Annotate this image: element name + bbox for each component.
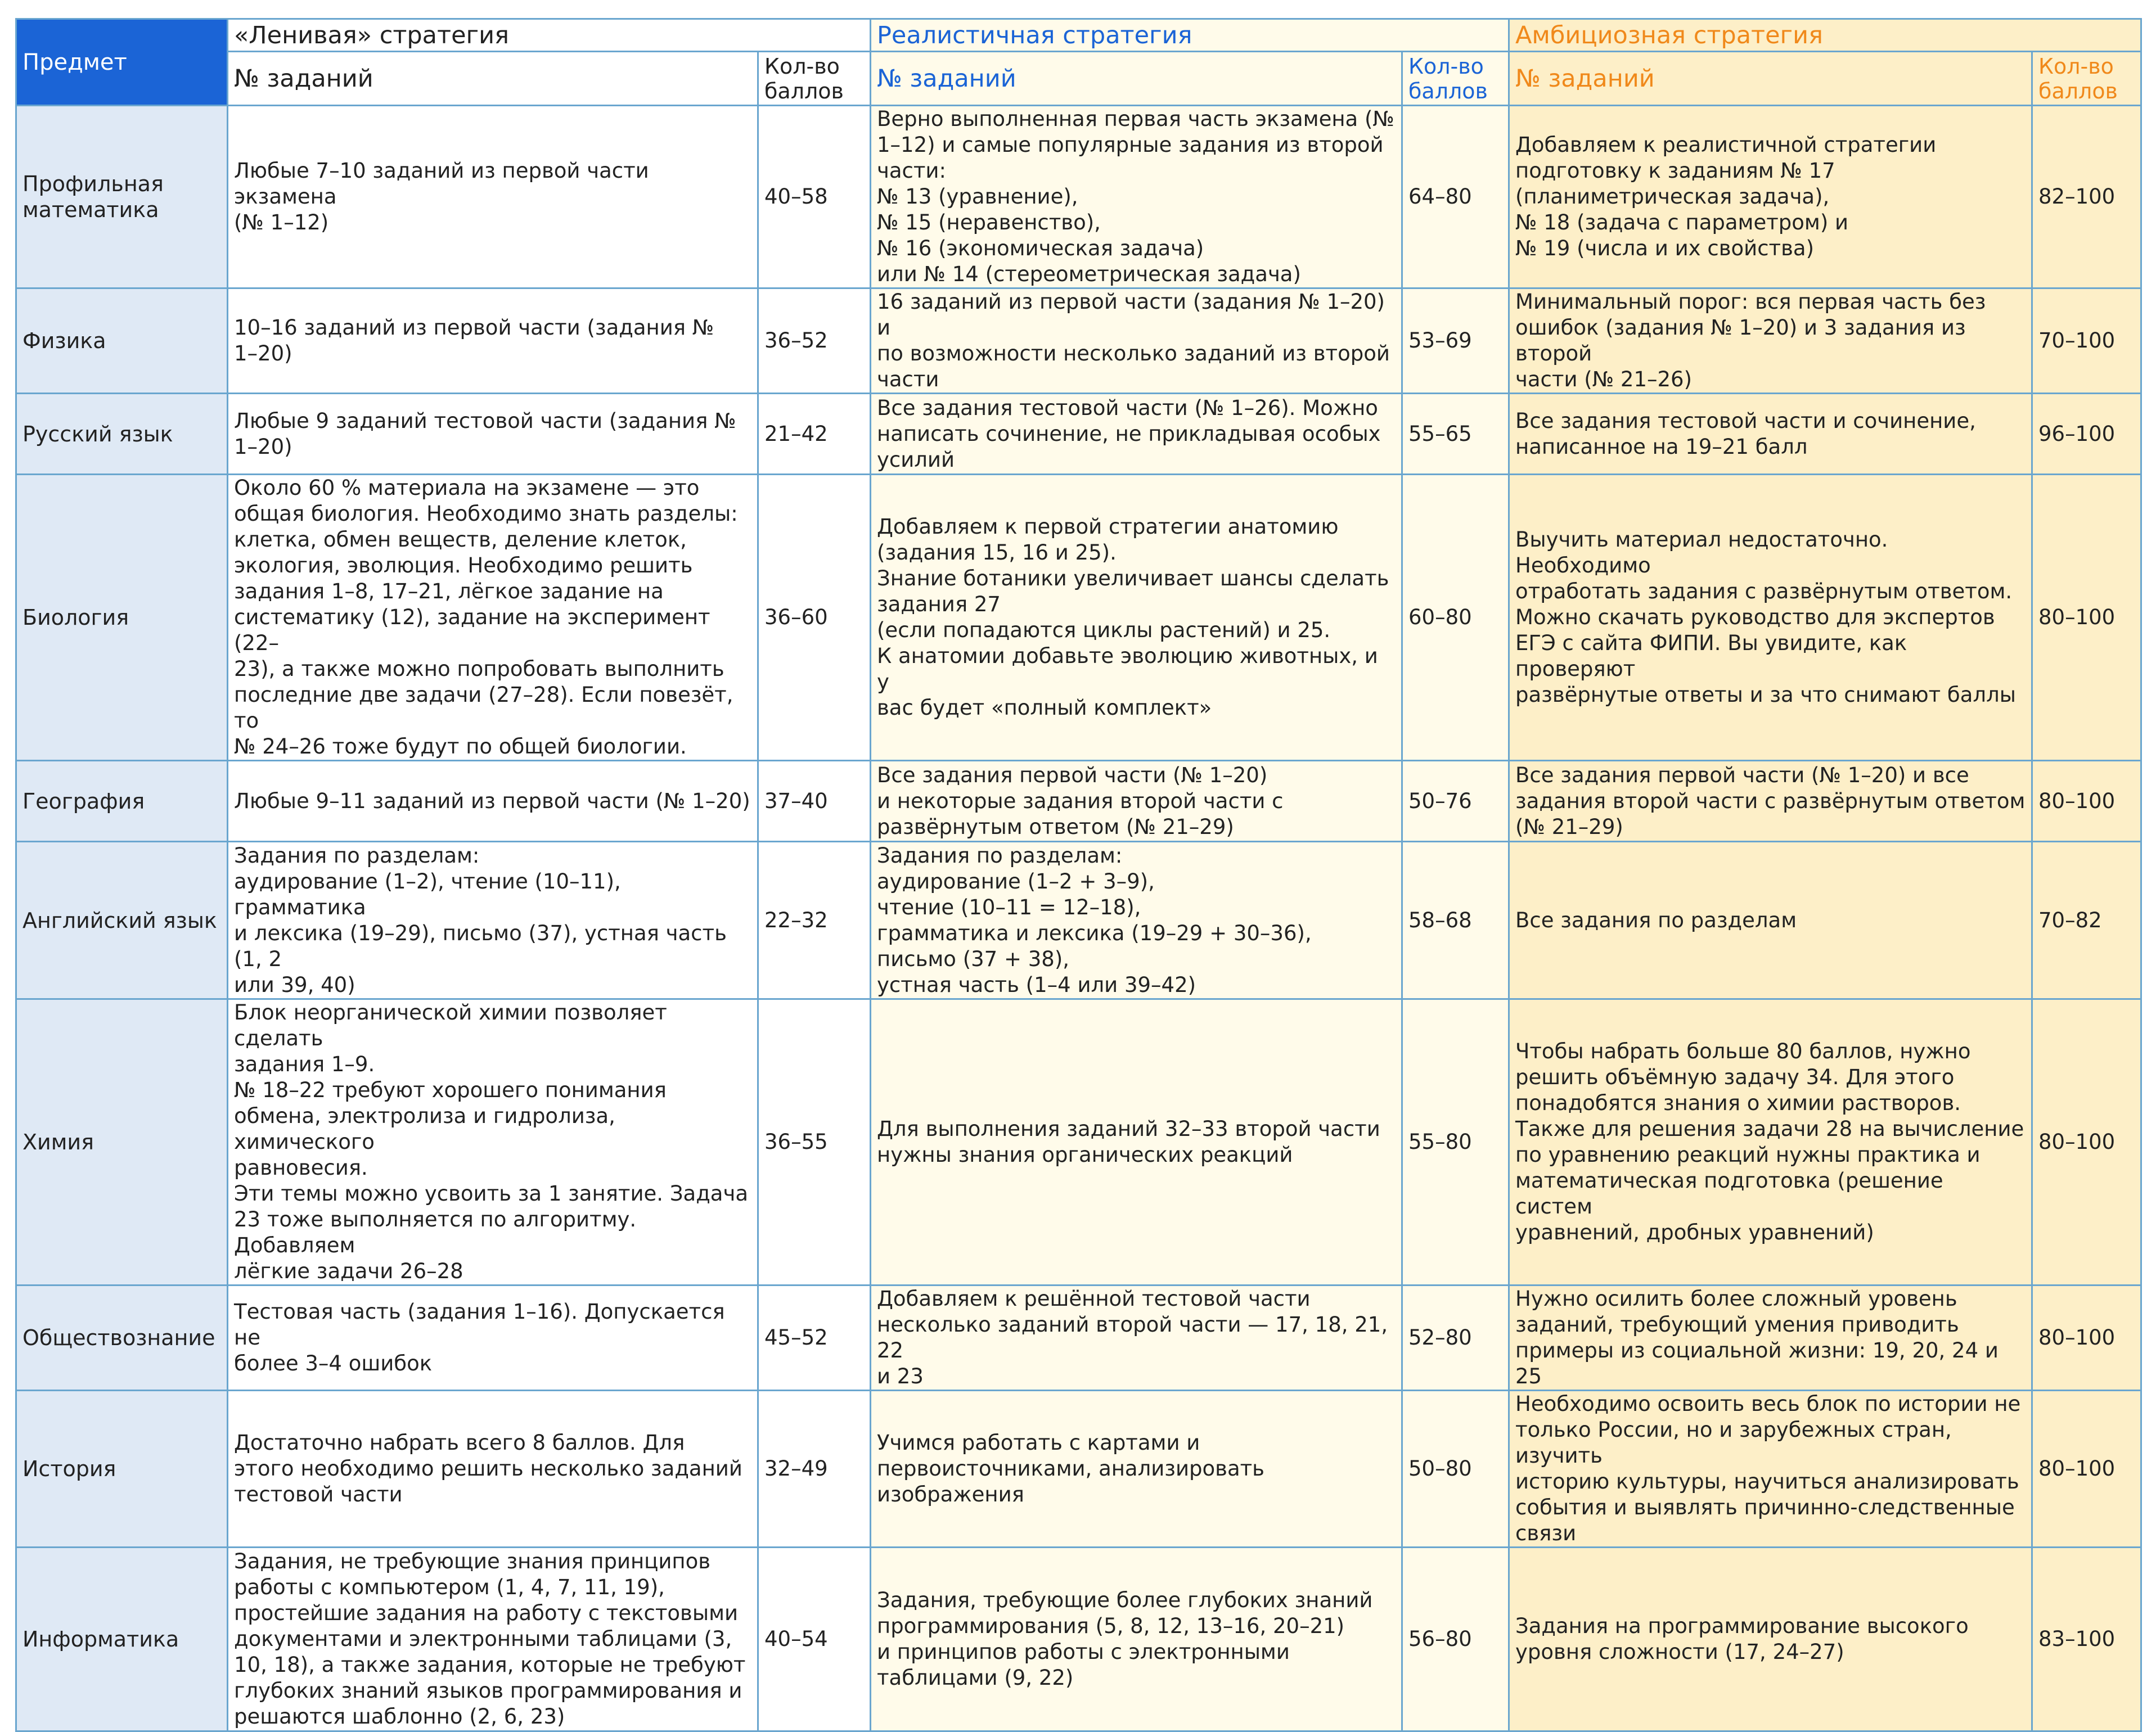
ambitious-points-cell: 80–100: [2032, 1286, 2141, 1391]
ambitious-strategy-header: Амбициозная стратегия: [1509, 19, 2141, 52]
subject-cell: Обществознание: [16, 1286, 228, 1391]
subject-cell: Химия: [16, 999, 228, 1286]
ambitious-points-cell: 96–100: [2032, 394, 2141, 475]
realistic-tasks-cell: Верно выполненная первая часть экзамена (№ 1–12) и самые популярные задания из второй части: № 13 (уравнение), № 15 (неравенство), № 16 (экономическая задача) или № 14 (стереометрическая задача): [871, 106, 1402, 288]
table-row: [16, 999, 2141, 1286]
ambitious-tasks-cell: Все задания тестовой части и сочинение, написанное на 19–21 балл: [1509, 394, 2032, 475]
lazy-points-cell: 36–52: [758, 288, 871, 394]
lazy-points-cell: 32–49: [758, 1391, 871, 1548]
lazy-tasks-cell: Достаточно набрать всего 8 баллов. Для этого необходимо решить несколько заданий тестовой части: [228, 1391, 758, 1548]
table-row: [16, 761, 2141, 842]
ambitious-tasks-cell: Необходимо освоить весь блок по истории не только России, но и зарубежных стран, изучить историю культуры, научиться анализировать события и выявлять причинно-следственные связи: [1509, 1391, 2032, 1548]
table-row: [16, 1286, 2141, 1391]
realistic-tasks-cell: Задания, требующие более глубоких знаний программирования (5, 8, 12, 13–16, 20–21) и принципов работы с электронными таблицами (9, 22): [871, 1548, 1402, 1731]
table-row: [16, 1391, 2141, 1548]
ambitious-tasks-cell: Все задания первой части (№ 1–20) и все задания второй части с развёрнутым ответом (№ 21–29): [1509, 761, 2032, 842]
subject-cell: Русский язык: [16, 394, 228, 475]
lazy-points-cell: 21–42: [758, 394, 871, 475]
subject-header: Предмет: [16, 19, 228, 106]
realistic-tasks-cell: Учимся работать с картами и первоисточниками, анализировать изображения: [871, 1391, 1402, 1548]
lazy-points-cell: 36–55: [758, 999, 871, 1286]
subject-cell: Профильная математика: [16, 106, 228, 288]
ambitious-tasks-header: № заданий: [1509, 52, 2032, 106]
lazy-tasks-cell: Задания по разделам: аудирование (1–2), чтение (10–11), грамматика и лексика (19–29), письмо (37), устная часть (1, 2 или 39, 40): [228, 842, 758, 999]
realistic-points-header: Кол-во баллов: [1402, 52, 1509, 106]
ambitious-tasks-cell: Нужно осилить более сложный уровень заданий, требующий умения приводить примеры из социальной жизни: 19, 20, 24 и 25: [1509, 1286, 2032, 1391]
realistic-tasks-cell: Добавляем к решённой тестовой части несколько заданий второй части — 17, 18, 21, 22 и 23: [871, 1286, 1402, 1391]
realistic-points-cell: 56–80: [1402, 1548, 1509, 1731]
lazy-points-cell: 40–58: [758, 106, 871, 288]
realistic-points-cell: 52–80: [1402, 1286, 1509, 1391]
subject-cell: История: [16, 1391, 228, 1548]
subject-cell: Английский язык: [16, 842, 228, 999]
lazy-points-cell: 22–32: [758, 842, 871, 999]
table-row: [16, 842, 2141, 999]
realistic-points-cell: 53–69: [1402, 288, 1509, 394]
subject-cell: География: [16, 761, 228, 842]
ambitious-tasks-cell: Выучить материал недостаточно. Необходимо отработать задания с развёрнутым ответом. Можно скачать руководство для экспертов ЕГЭ с сайта ФИПИ. Вы увидите, как проверяют развёрнутые ответы и за что снимают баллы: [1509, 475, 2032, 761]
lazy-points-cell: 36–60: [758, 475, 871, 761]
ambitious-tasks-cell: Добавляем к реалистичной стратегии подготовку к заданиям № 17 (планиметрическая задача), № 18 (задача с параметром) и № 19 (числа и их свойства): [1509, 106, 2032, 288]
realistic-tasks-cell: Задания по разделам: аудирование (1–2 + 3–9), чтение (10–11 = 12–18), грамматика и лексика (19–29 + 30–36), письмо (37 + 38), устная часть (1–4 или 39–42): [871, 842, 1402, 999]
lazy-tasks-cell: Любые 9 заданий тестовой части (задания № 1–20): [228, 394, 758, 475]
realistic-tasks-cell: Все задания первой части (№ 1–20) и некоторые задания второй части с развёрнутым ответом (№ 21–29): [871, 761, 1402, 842]
realistic-tasks-cell: Для выполнения заданий 32–33 второй части нужны знания органических реакций: [871, 999, 1402, 1286]
ambitious-points-cell: 83–100: [2032, 1548, 2141, 1731]
lazy-tasks-cell: Любые 7–10 заданий из первой части экзамена (№ 1–12): [228, 106, 758, 288]
table-row: [16, 288, 2141, 394]
lazy-tasks-cell: Около 60 % материала на экзамене — это общая биология. Необходимо знать разделы: клетка, обмен веществ, деление клеток, экология, эволюция. Необходимо решить задания 1–8, 17–21, лёгкое задание на систематику (12), задание на эксперимент (22– 23), а также можно попробовать выполнить последние две задачи (27–28). Если повезёт, то № 24–26 тоже будут по общей биологии.: [228, 475, 758, 761]
ambitious-points-cell: 80–100: [2032, 761, 2141, 842]
realistic-points-cell: 60–80: [1402, 475, 1509, 761]
ambitious-points-cell: 82–100: [2032, 106, 2141, 288]
ambitious-tasks-cell: Задания на программирование высокого уровня сложности (17, 24–27): [1509, 1548, 2032, 1731]
realistic-points-cell: 64–80: [1402, 106, 1509, 288]
lazy-tasks-header: № заданий: [228, 52, 758, 106]
ambitious-points-cell: 80–100: [2032, 475, 2141, 761]
lazy-points-header: Кол-во баллов: [758, 52, 871, 106]
table-row: [16, 1548, 2141, 1731]
table-row: [16, 475, 2141, 761]
ambitious-points-cell: 70–100: [2032, 288, 2141, 394]
realistic-points-cell: 55–80: [1402, 999, 1509, 1286]
lazy-tasks-cell: 10–16 заданий из первой части (задания № 1–20): [228, 288, 758, 394]
ambitious-points-cell: 80–100: [2032, 1391, 2141, 1548]
lazy-tasks-cell: Задания, не требующие знания принципов работы с компьютером (1, 4, 7, 11, 19), простейшие задания на работу с текстовыми документами и электронными таблицами (3, 10, 18), а также задания, которые не требуют глубоких знаний языков программирования и решаются шаблонно (2, 6, 23): [228, 1548, 758, 1731]
realistic-tasks-cell: 16 заданий из первой части (задания № 1–20) и по возможности несколько заданий из второй части: [871, 288, 1402, 394]
subject-cell: Биология: [16, 475, 228, 761]
table-row: [16, 106, 2141, 288]
lazy-points-cell: 37–40: [758, 761, 871, 842]
lazy-strategy-header: «Ленивая» стратегия: [228, 19, 871, 52]
ambitious-points-cell: 80–100: [2032, 999, 2141, 1286]
realistic-points-cell: 55–65: [1402, 394, 1509, 475]
lazy-points-cell: 40–54: [758, 1548, 871, 1731]
realistic-strategy-header: Реалистичная стратегия: [871, 19, 1509, 52]
lazy-tasks-cell: Блок неорганической химии позволяет сделать задания 1–9. № 18–22 требуют хорошего понимания обмена, электролиза и гидролиза, химического равновесия. Эти темы можно усвоить за 1 занятие. Задача 23 тоже выполняется по алгоритму. Добавляем лёгкие задачи 26–28: [228, 999, 758, 1286]
lazy-tasks-cell: Тестовая часть (задания 1–16). Допускается не более 3–4 ошибок: [228, 1286, 758, 1391]
ambitious-points-cell: 70–82: [2032, 842, 2141, 999]
ambitious-tasks-cell: Чтобы набрать больше 80 баллов, нужно решить объёмную задачу 34. Для этого понадобятся знания о химии растворов. Также для решения задачи 28 на вычисление по уравнению реакций нужны практика и математическая подготовка (решение систем уравнений, дробных уравнений): [1509, 999, 2032, 1286]
realistic-points-cell: 58–68: [1402, 842, 1509, 999]
lazy-points-cell: 45–52: [758, 1286, 871, 1391]
subject-cell: Физика: [16, 288, 228, 394]
realistic-tasks-header: № заданий: [871, 52, 1402, 106]
ambitious-points-header: Кол-во баллов: [2032, 52, 2141, 106]
strategy-table: [15, 18, 2142, 1732]
table-row: [16, 394, 2141, 475]
realistic-points-cell: 50–80: [1402, 1391, 1509, 1548]
realistic-tasks-cell: Все задания тестовой части (№ 1–26). Можно написать сочинение, не прикладывая особых усилий: [871, 394, 1402, 475]
realistic-points-cell: 50–76: [1402, 761, 1509, 842]
realistic-tasks-cell: Добавляем к первой стратегии анатомию (задания 15, 16 и 25). Знание ботаники увеличивает шансы сделать задания 27 (если попадаются циклы растений) и 25. К анатомии добавьте эволюцию животных, и у вас будет «полный комплект»: [871, 475, 1402, 761]
lazy-tasks-cell: Любые 9–11 заданий из первой части (№ 1–20): [228, 761, 758, 842]
subject-cell: Информатика: [16, 1548, 228, 1731]
ambitious-tasks-cell: Все задания по разделам: [1509, 842, 2032, 999]
ambitious-tasks-cell: Минимальный порог: вся первая часть без ошибок (задания № 1–20) и 3 задания из второй части (№ 21–26): [1509, 288, 2032, 394]
